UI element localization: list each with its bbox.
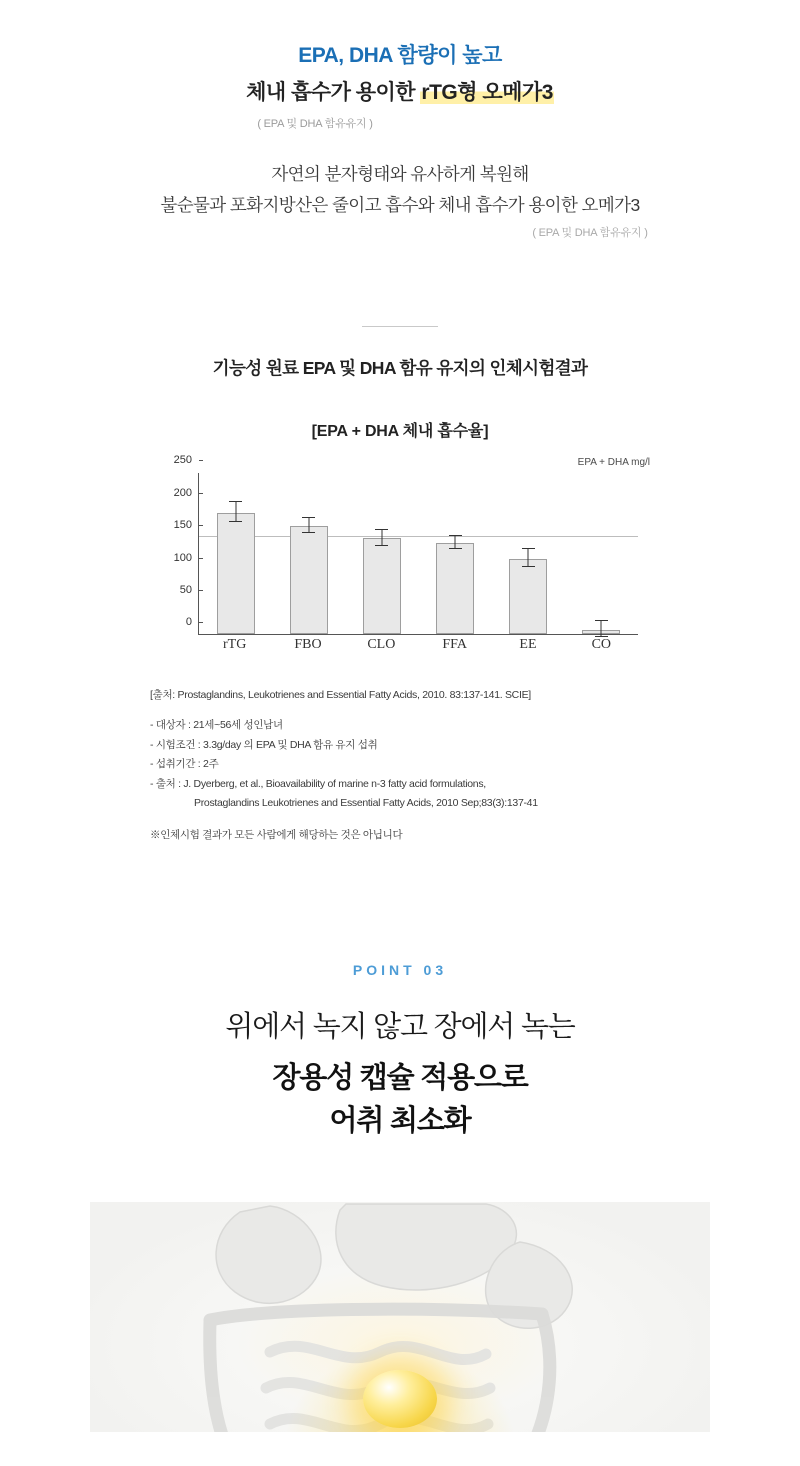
source-caution: ※인체시험 결과가 모든 사람에게 해당하는 것은 아닙니다 [150,829,403,842]
chart-bar [582,630,620,635]
chart-error-bar [455,535,456,549]
chart-error-bar [601,620,602,637]
chart-y-tick: 100 [174,552,199,564]
chart-bar-cell [419,473,492,634]
headline-line-1: EPA, DHA 함량이 높고 [298,44,502,67]
chart-bar-cell [345,473,418,634]
chart-bars [199,473,638,634]
chart-unit-label: EPA + DHA mg/l [577,457,650,469]
chart-subtitle: [EPA + DHA 체내 흡수율] [311,423,489,441]
headline-block [0,0,800,131]
section-divider [362,326,438,327]
source-list-item: - 출처 : J. Dyerberg, et al., Bioavailability of marine n-3 fatty acid formulations, [150,777,486,790]
source-list-item: - 시험조건 : 3.3g/day 의 EPA 및 DHA 함유 유지 섭취 [150,738,378,751]
headline-note: ( EPA 및 DHA 함유유지 ) [257,118,373,131]
source-list-item: - 대상자 : 21세~56세 성인남녀 [150,719,283,732]
source-list-item: - 섭취기간 : 2주 [150,758,219,771]
chart-y-tick: 150 [174,519,199,531]
chart-bar-cell [272,473,345,634]
point-heading-2-line-2: 어취 최소화 [329,1104,471,1137]
headline-line-2-plain: 체내 흡수가 용이한 [246,80,421,104]
chart-x-label: rTG [223,637,247,653]
chart-error-bar [528,548,529,566]
subheadline-line-2: 불순물과 포화지방산은 줄이고 흡수와 체내 흡수가 용이한 오메가3 [160,194,640,215]
point-heading-2 [0,1057,800,1141]
chart-x-label: FFA [442,637,467,653]
subheadline-block [0,159,800,240]
chart-y-tick: 200 [174,487,199,499]
chart-error-bar [235,501,236,522]
intestine-illustration [90,1202,710,1432]
chart-title: 기능성 원료 EPA 및 DHA 함유 유지의 인체시험결과 [212,358,588,379]
chart-y-tick: 50 [180,584,199,596]
chart-sources [150,687,650,842]
chart-bar-cell [199,473,272,634]
headline-line-2-highlight: rTG형 오메가3 [421,80,553,104]
chart-bar [217,513,255,635]
chart-bar-cell [492,473,565,634]
source-main: [출처: Prostaglandins, Leukotrienes and Essential Fatty Acids, 2010. 83:137-141. SCIE] [150,689,531,702]
chart-x-axis-labels [198,637,638,653]
chart-bar [436,543,474,634]
chart-error-bar [381,529,382,546]
chart-x-label: FBO [294,637,322,653]
point-label: POINT 03 [352,962,448,979]
source-list [150,716,650,813]
chart-y-tick: 250 [174,454,199,466]
point-heading-1: 위에서 녹지 않고 장에서 녹는 [225,1011,575,1044]
subheadline-note: ( EPA 및 DHA 함유유지 ) [532,227,648,240]
softgel-capsule [363,1370,437,1428]
headline-line-2 [0,76,800,110]
point-heading-2-line-1: 장용성 캡슐 적용으로 [272,1062,528,1095]
subheadline-line-1: 자연의 분자형태와 유사하게 복원해 [271,164,529,185]
chart-x-label: CLO [367,637,396,653]
absorption-bar-chart [150,454,650,669]
chart-bar-cell [565,473,638,634]
chart-error-bar [308,517,309,533]
chart-x-label: EE [519,637,537,653]
chart-y-tick: 0 [186,616,199,628]
chart-bar [509,559,547,635]
chart-x-label: CO [591,637,612,653]
chart-bar [290,526,328,634]
source-list-item-indent: Prostaglandins Leukotrienes and Essential Fatty Acids, 2010 Sep;83(3):137-41 [194,797,538,810]
chart-bar [363,538,401,634]
